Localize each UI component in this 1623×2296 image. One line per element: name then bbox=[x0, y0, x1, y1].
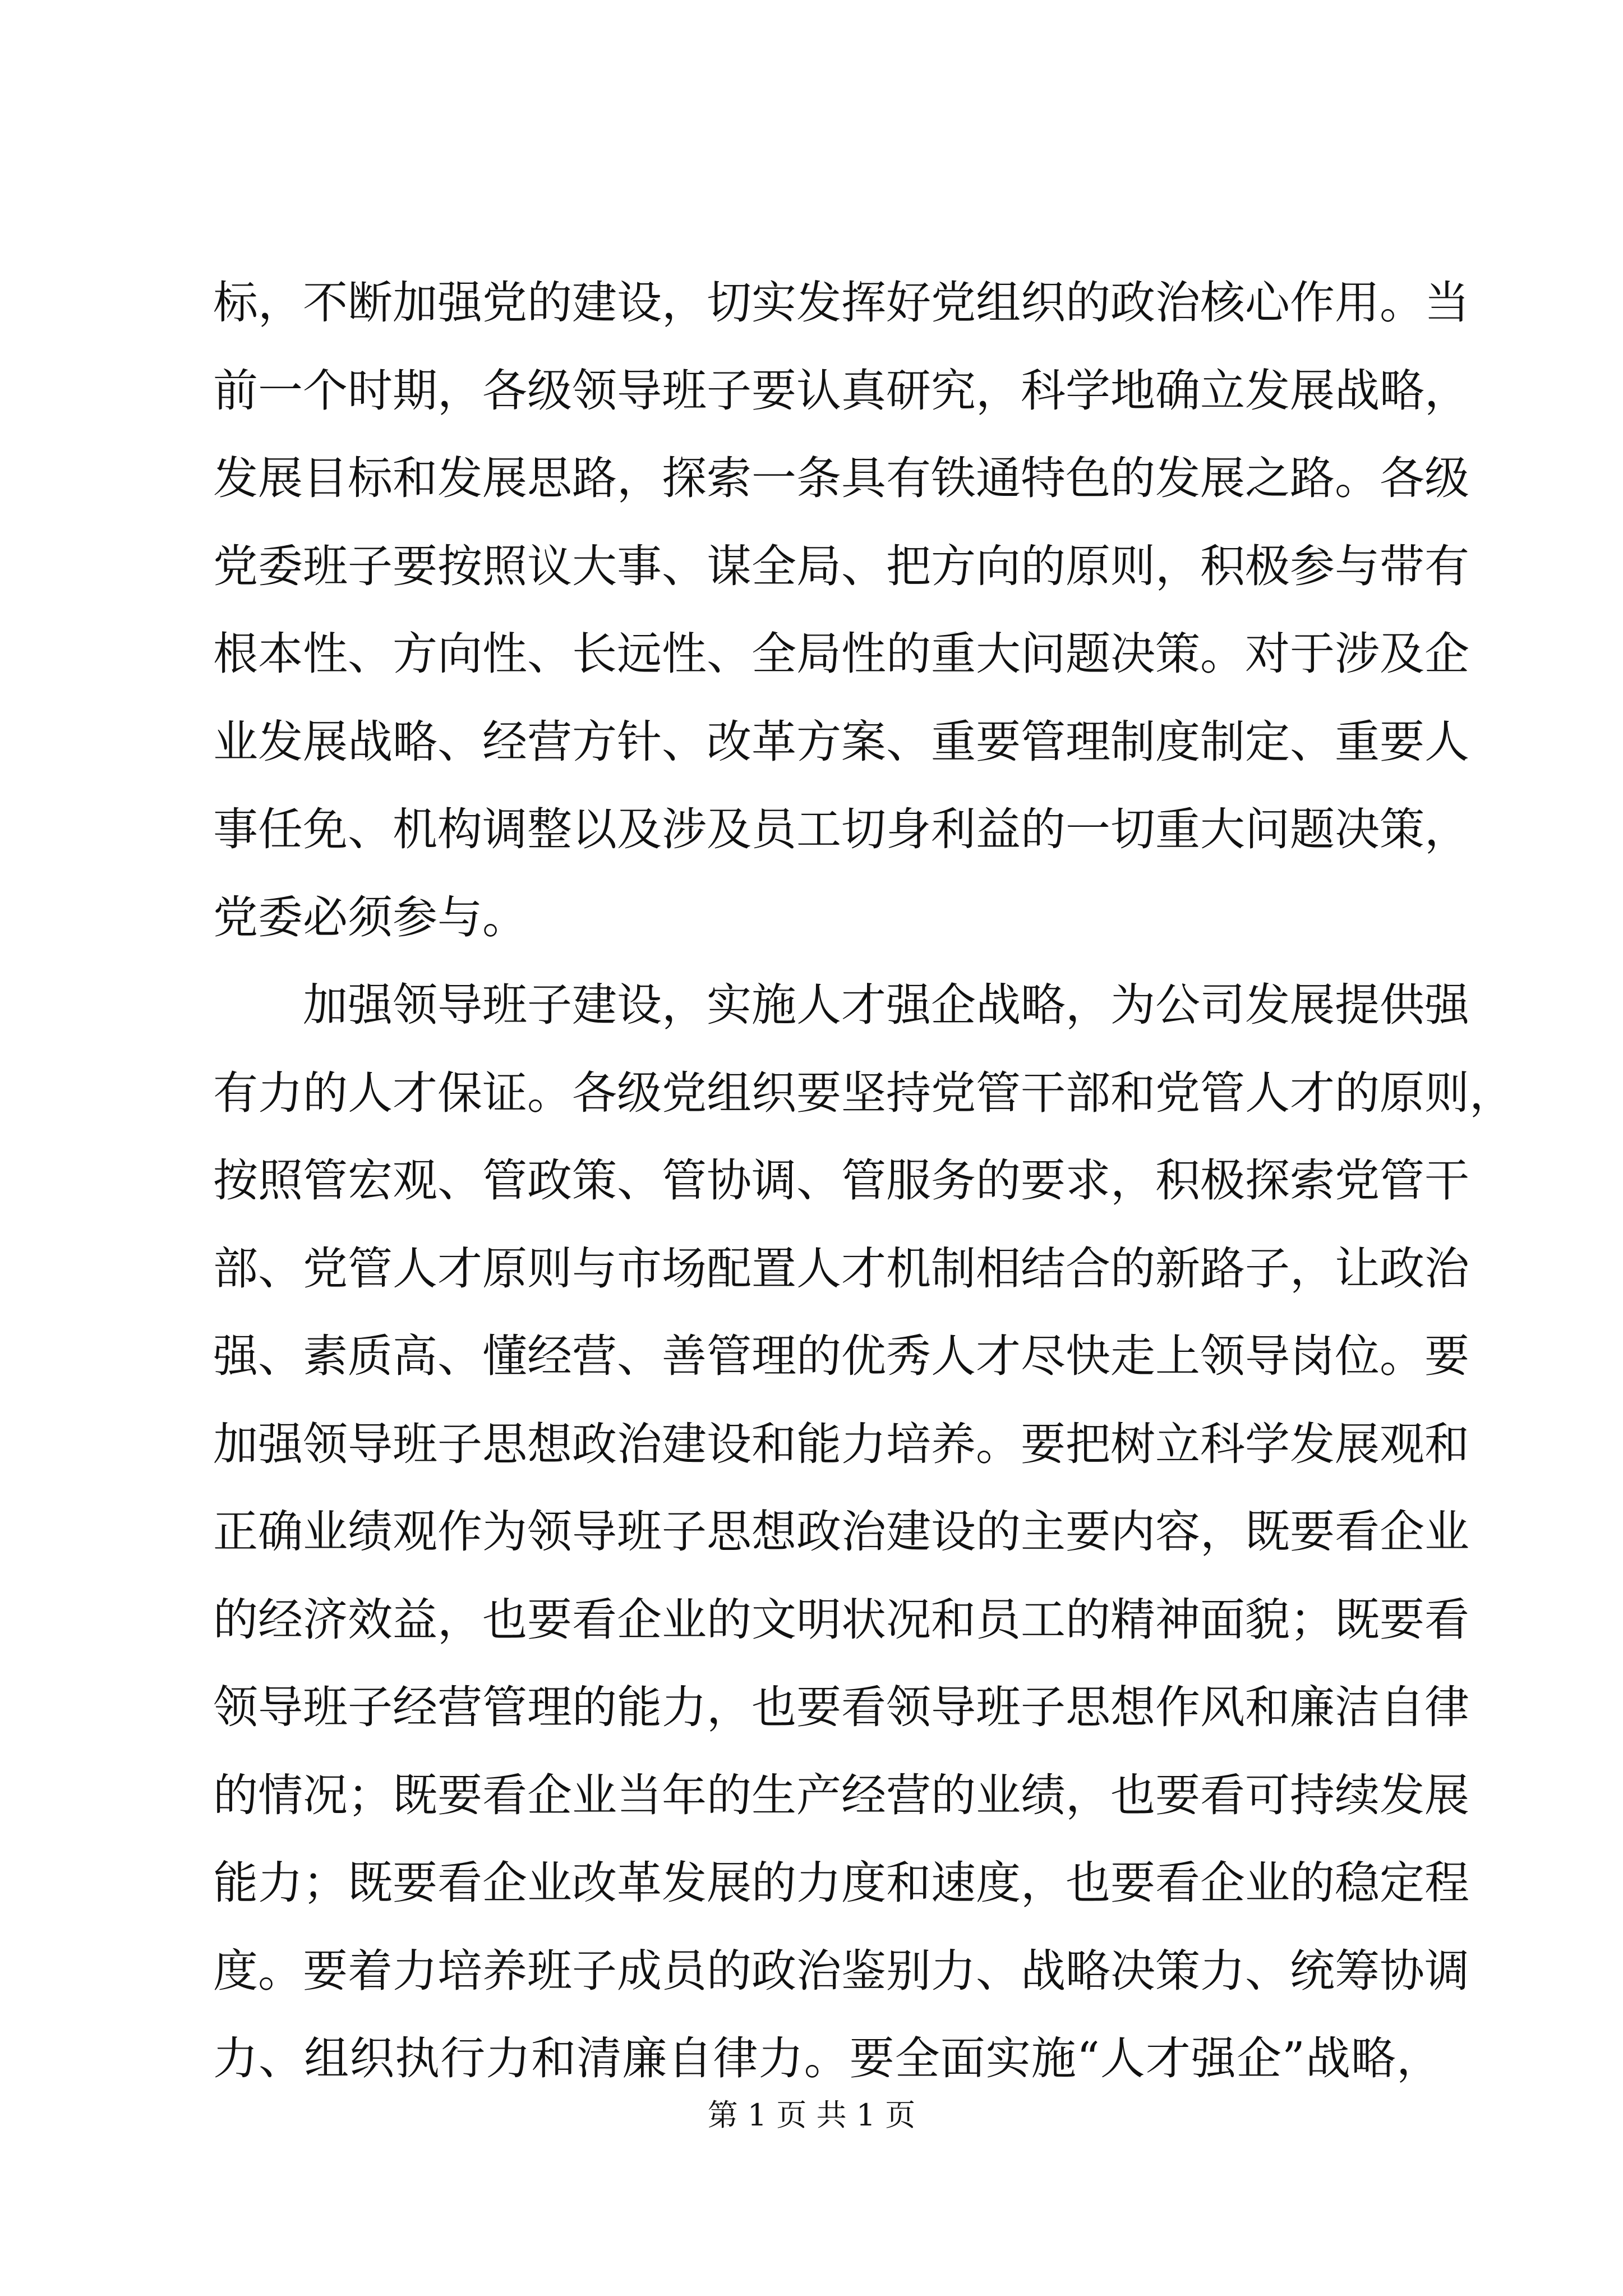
text-line: 领导班子经营管理的能力，也要看领导班子思想作风和廉洁自律 bbox=[213, 1681, 1469, 1733]
text-line: 部、党管人才原则与市场配置人才机制相结合的新路子，让政治 bbox=[213, 1242, 1469, 1295]
text-line: 力、组织执行力和清廉自律力。要全面实施“人才强企”战略， bbox=[213, 2032, 1441, 2085]
text-line: 有力的人才保证。各级党组织要坚持党管干部和党管人才的原则， bbox=[213, 1066, 1514, 1119]
text-line: 加强领导班子思想政治建设和能力培养。要把树立科学发展观和 bbox=[213, 1418, 1469, 1470]
text-line: 业发展战略、经营方针、改革方案、重要管理制度制定、重要人 bbox=[213, 715, 1469, 768]
text-line: 正确业绩观作为领导班子思想政治建设的主要内容，既要看企业 bbox=[213, 1506, 1469, 1558]
text-line: 标，不断加强党的建设，切实发挥好党组织的政治核心作用。当 bbox=[213, 277, 1469, 329]
page-number-footer: 第 1 页 共 1 页 bbox=[707, 2097, 916, 2133]
text-line: 事任免、机构调整以及涉及员工切身利益的一切重大问题决策， bbox=[213, 803, 1469, 855]
text-line: 前一个时期，各级领导班子要认真研究，科学地确立发展战略， bbox=[213, 364, 1469, 417]
text-line: 度。要着力培养班子成员的政治鉴别力、战略决策力、统筹协调 bbox=[213, 1944, 1469, 1997]
text-line: 强、素质高、懂经营、善管理的优秀人才尽快走上领导岗位。要 bbox=[213, 1330, 1469, 1382]
text-line: 党委班子要按照议大事、谋全局、把方向的原则，积极参与带有 bbox=[213, 540, 1469, 592]
text-line: 能力；既要看企业改革发展的力度和速度，也要看企业的稳定程 bbox=[213, 1857, 1469, 1909]
text-line: 的经济效益，也要看企业的文明状况和员工的精神面貌；既要看 bbox=[213, 1593, 1469, 1646]
text-line: 发展目标和发展思路，探索一条具有铁通特色的发展之路。各级 bbox=[213, 452, 1469, 504]
text-line: 的情况；既要看企业当年的生产经营的业绩，也要看可持续发展 bbox=[213, 1769, 1469, 1821]
text-line: 根本性、方向性、长远性、全局性的重大问题决策。对于涉及企 bbox=[213, 628, 1469, 680]
text-line: 按照管宏观、管政策、管协调、管服务的要求，积极探索党管干 bbox=[213, 1154, 1469, 1207]
paragraph-first-line: 加强领导班子建设，实施人才强企战略，为公司发展提供强 bbox=[303, 979, 1469, 1031]
body-text bbox=[213, 259, 1514, 2103]
text-line: 党委必须参与。 bbox=[213, 891, 527, 944]
